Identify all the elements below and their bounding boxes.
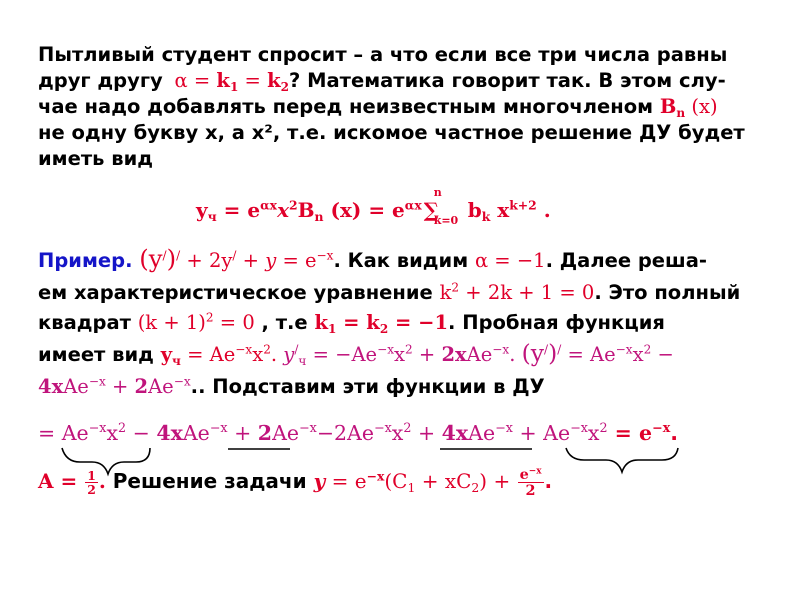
- sub-end: .: [670, 421, 679, 445]
- t3-exp: −x: [299, 420, 317, 436]
- sub-minus2: −: [316, 421, 334, 445]
- eq-2y: + 2y: [180, 249, 233, 272]
- brace-right: [566, 448, 678, 472]
- paragraph1-line3-text: чае надо добавлять перед неизвестным многочленом: [38, 95, 654, 118]
- ydd-minus: −: [651, 343, 674, 366]
- t2-exp: −x: [209, 420, 228, 436]
- equals-sign: =: [238, 69, 268, 92]
- yd: y: [283, 343, 295, 366]
- answer-eq: = e: [325, 469, 367, 494]
- eq-open: (y: [139, 244, 163, 273]
- answer-paren-open: (C: [384, 469, 408, 494]
- t4-pow: 2: [403, 420, 412, 436]
- k2-sub-ex: 2: [379, 321, 389, 336]
- t1: Ae: [61, 421, 89, 445]
- formula-y: y: [196, 198, 208, 222]
- Bn-subscript: n: [676, 105, 686, 120]
- Bn-letter: B: [659, 95, 677, 118]
- k1-letter-ex: k: [314, 311, 328, 334]
- A-numerator: 1: [87, 468, 96, 484]
- frac-num-e: e: [519, 466, 529, 483]
- k1-sub-ex: 1: [327, 321, 337, 336]
- l5-Ae2-exp: −x: [173, 374, 191, 389]
- t1-x: x: [106, 421, 119, 445]
- t6-exp: −x: [570, 420, 588, 436]
- t6-pow: 2: [599, 420, 608, 436]
- k1-letter: k: [216, 69, 230, 92]
- Bn-argument: (x): [685, 95, 718, 118]
- paragraph1-line2-text: друг другу: [38, 69, 163, 92]
- l5-plus: +: [105, 375, 135, 398]
- answer-c1-sub: 1: [407, 480, 416, 496]
- sub-rhs: = e: [607, 421, 653, 445]
- yc-sub: ч: [172, 353, 181, 368]
- alpha-equals: α =: [174, 69, 217, 92]
- formula-exponent1: αx: [260, 197, 278, 213]
- t2-4x: 4x: [156, 421, 183, 445]
- l5-Ae2: Ae: [148, 375, 174, 398]
- sub-plus3: +: [512, 421, 544, 445]
- yc-exp: −x: [235, 342, 253, 357]
- answer-exp: −x: [366, 468, 385, 484]
- t6-x: x: [587, 421, 600, 445]
- k2-letter-ex: k: [366, 311, 380, 334]
- sub-plus1: +: [227, 421, 258, 445]
- t3: Ae: [272, 421, 299, 445]
- formula-B-argument: (x) = e: [323, 198, 405, 222]
- l5-4x: 4x: [38, 375, 64, 398]
- char-k-power: 2: [451, 280, 460, 295]
- formula-x: x: [277, 198, 289, 222]
- yd-Ae: Ae: [466, 343, 493, 366]
- l5-Ae-exp: −x: [88, 374, 106, 389]
- square-power: 2: [205, 310, 214, 325]
- sum-lower-limit: k=0: [433, 214, 459, 227]
- frac-num-exp: −x: [528, 466, 542, 477]
- eq-rhs: = e: [276, 249, 317, 272]
- formula-exponent2: αx: [404, 197, 422, 213]
- ydd-close: ): [548, 339, 558, 367]
- ydd-prime2: /: [557, 342, 562, 357]
- eq-plus: +: [236, 249, 266, 272]
- example-text2: . Далее реша-: [545, 249, 707, 272]
- k2-subscript: 2: [280, 79, 290, 94]
- k2-letter: k: [267, 69, 281, 92]
- yd-sub: ч: [298, 353, 307, 368]
- l5-2: 2: [134, 375, 149, 398]
- t6: Ae: [543, 421, 571, 445]
- answer-A-end: .: [98, 469, 106, 494]
- example-line3-text: квадрат: [38, 311, 131, 334]
- sub-minus1: −: [126, 421, 157, 445]
- yc-x: x: [252, 343, 264, 366]
- answer-text: Решение задачи: [105, 469, 314, 494]
- t1-pow: 2: [118, 420, 127, 436]
- formula-end: .: [536, 198, 551, 222]
- eq-y: y: [265, 249, 277, 272]
- answer-line: [38, 467, 552, 498]
- answer-A: A =: [38, 469, 85, 494]
- formula-B-subscript: n: [314, 208, 324, 224]
- t5-4x: 4x: [441, 421, 469, 445]
- t1-exp: −x: [88, 420, 107, 436]
- yc-eq: = Ae: [180, 343, 236, 366]
- formula-B: B: [297, 198, 315, 222]
- formula-x2-power: k+2: [509, 197, 537, 213]
- yc-dot: .: [270, 343, 284, 366]
- formula-y-subscript: ч: [207, 208, 217, 224]
- sum-upper-limit: n: [433, 186, 442, 199]
- ydd-x-pow: 2: [643, 342, 652, 357]
- answer-y: y: [313, 469, 326, 494]
- formula-x-power: 2: [289, 197, 298, 213]
- formula-b-subscript: k: [481, 208, 491, 224]
- yd-2x: 2x: [441, 343, 467, 366]
- sum-symbol: ∑: [423, 198, 439, 222]
- yd-plus: +: [412, 343, 442, 366]
- paragraph1-line4-text: не одну букву х, а х², т.е. искомое частное решение ДУ будет: [38, 121, 745, 144]
- eq-prime3: /: [232, 248, 237, 263]
- paragraph1-line2-rest: ? Математика говорит так. В этом слу-: [289, 69, 726, 92]
- ydd-x: x: [632, 343, 644, 366]
- answer-c2-sub: 2: [471, 480, 480, 496]
- t5-exp: −x: [495, 420, 513, 436]
- ydd-open: (y: [521, 339, 544, 367]
- formula-equals-e: = e: [216, 198, 261, 222]
- answer-A-fraction: [85, 469, 98, 496]
- example-line2-text: ем характеристическое уравнение: [38, 281, 433, 304]
- example-line4-text: имеет вид: [38, 343, 154, 366]
- t5: Ae: [468, 421, 496, 445]
- answer-mid: + xC: [415, 469, 472, 494]
- eq-rhs-power: −x: [316, 248, 334, 263]
- eq-prime1: /: [162, 248, 167, 263]
- char-eq-rest: + 2k + 1 = 0: [459, 281, 595, 304]
- answer-paren-close: ) +: [479, 469, 517, 494]
- yd-x: x: [394, 343, 406, 366]
- k-value: = −1: [388, 311, 449, 334]
- eq-prime2: /: [176, 248, 181, 263]
- eq-close: ): [166, 244, 177, 273]
- paragraph1-line1-text: Пытливый студент спросит – а что если все три числа равны: [38, 43, 728, 66]
- yd-Ae-exp: −x: [492, 342, 510, 357]
- example-text1: . Как видим: [333, 249, 475, 272]
- answer-fraction: [518, 467, 544, 498]
- yd-eq: = −Ae: [306, 343, 378, 366]
- sub-plus2: +: [411, 421, 442, 445]
- alpha-value: α = −1: [474, 249, 546, 272]
- example-line3-end: . Пробная функция: [448, 311, 665, 334]
- example-line2-end: . Это полный: [594, 281, 741, 304]
- paragraph1-line5-text: иметь вид: [38, 147, 154, 170]
- t2: Ae: [182, 421, 210, 445]
- answer-end: .: [544, 469, 553, 494]
- yd-dot: .: [509, 343, 522, 366]
- square-rest: = 0: [213, 311, 255, 334]
- A-denominator: 2: [87, 482, 96, 498]
- sub-rhs-exp: −x: [652, 420, 671, 436]
- sub-eq: =: [38, 421, 62, 445]
- ydd-prime1: /: [543, 342, 549, 357]
- t4-exp: −x: [373, 420, 392, 436]
- yd-prime: /: [294, 342, 299, 357]
- square-base: (k + 1): [137, 311, 206, 334]
- example-line5-text: .. Подставим эти функции в ДУ: [190, 375, 545, 398]
- yc-x-pow: 2: [263, 342, 271, 357]
- ydd-eq: = Ae: [561, 343, 616, 366]
- formula-b: b: [460, 198, 482, 222]
- k-equals: =: [336, 311, 367, 334]
- t4-x: x: [391, 421, 404, 445]
- yd-x-pow: 2: [405, 342, 413, 357]
- yd-exp: −x: [377, 342, 395, 357]
- formula-x2: x: [490, 198, 510, 222]
- ydd-exp: −x: [615, 342, 633, 357]
- k1-subscript: 1: [229, 79, 239, 94]
- fraction-denominator: 2: [525, 482, 536, 500]
- example-line3-mid: , т.е: [254, 311, 315, 334]
- fraction-numerator: [518, 467, 544, 483]
- t3-2: 2: [257, 421, 273, 445]
- t4: 2Ae: [334, 421, 374, 445]
- yc: y: [160, 343, 173, 366]
- example-label: Пример.: [38, 249, 133, 272]
- char-k: k: [439, 281, 452, 304]
- l5-Ae: Ae: [63, 375, 89, 398]
